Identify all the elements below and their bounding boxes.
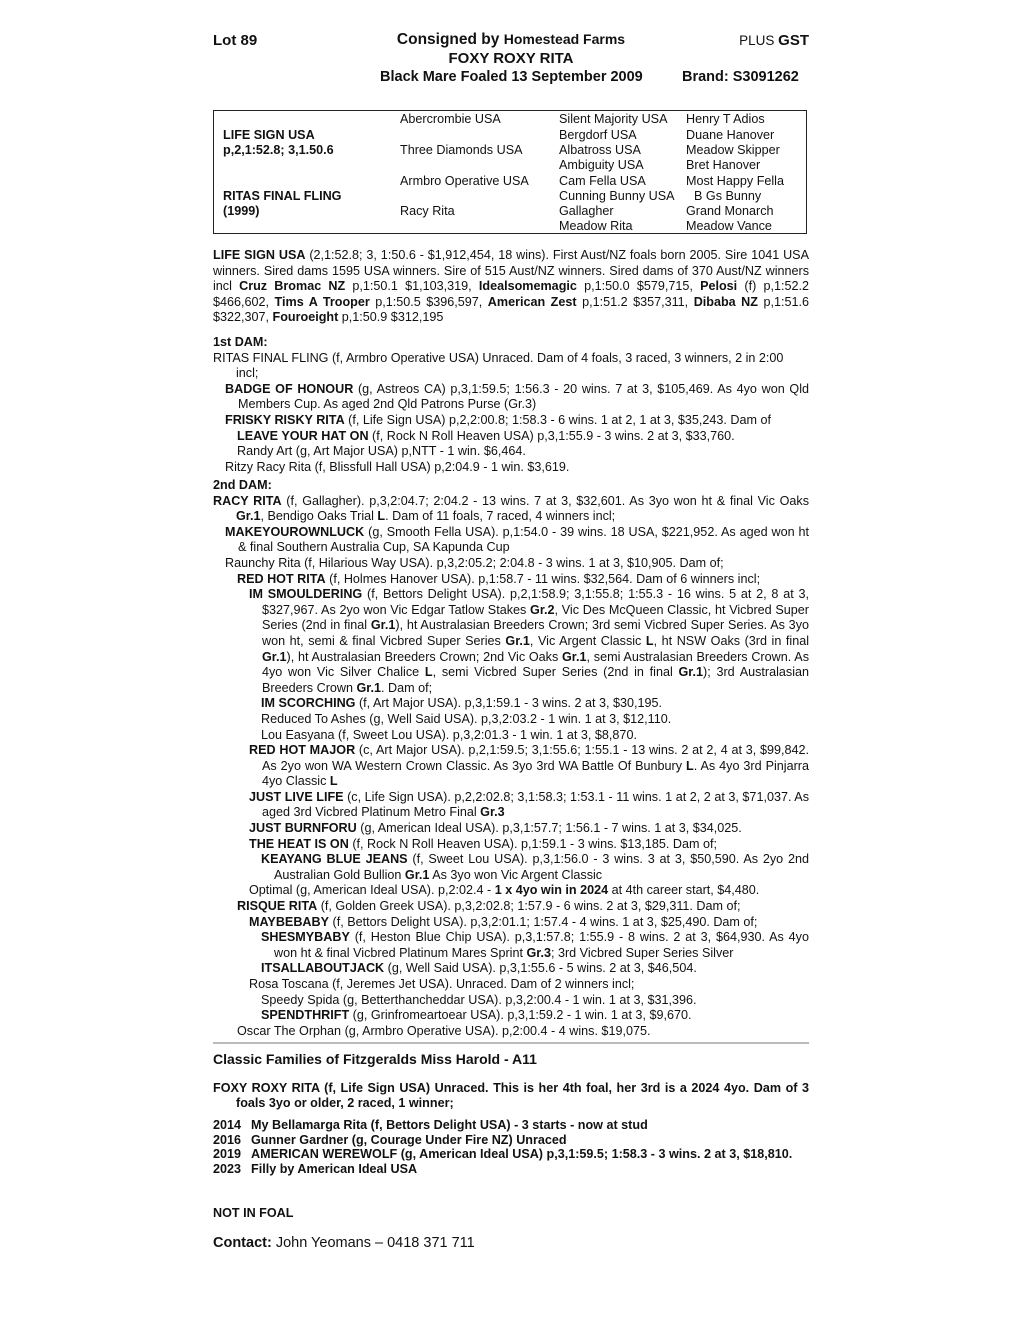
sire-text: p,1:50.0 $579,715, bbox=[576, 279, 701, 294]
pedigree-g4: Meadow Skipper bbox=[686, 143, 780, 157]
progeny-text: . As 4yo 3rd Pinjarra 4yo Classic bbox=[262, 758, 809, 789]
produce-text: Filly by American Ideal USA bbox=[251, 1161, 418, 1176]
pedigree-g3: Gallagher bbox=[559, 204, 614, 218]
sire-progeny-name: Tims A Trooper bbox=[274, 294, 370, 309]
consigned-prefix: Consigned by bbox=[396, 31, 500, 48]
progeny-entry bbox=[213, 382, 809, 413]
pedigree-dam-year: (1999) bbox=[223, 204, 260, 218]
grade: Gr.3 bbox=[526, 945, 551, 960]
progeny-text: , Vic Des McQueen Classic, ht Vicbred Super Series (2nd in final bbox=[262, 602, 809, 633]
progeny-text: (g, Well Said USA). p,3,1:55.6 - 5 wins. 2 at 3, $46,504. bbox=[384, 961, 697, 976]
progeny-entry bbox=[213, 821, 809, 837]
progeny-name: JUST BURNFORU bbox=[249, 821, 357, 836]
contact-line bbox=[213, 1235, 475, 1251]
brand: Brand: S3091262 bbox=[682, 69, 799, 85]
grade: Gr.1 bbox=[562, 649, 587, 664]
produce-text: My Bellamarga Rita (f, Bettors Delight USA) - 3 starts - now at stud bbox=[251, 1118, 648, 1132]
foaling-status: NOT IN FOAL bbox=[213, 1206, 294, 1220]
produce-record bbox=[213, 1118, 809, 1176]
progeny-text: ), ht Australasian Breeders Crown; 3rd semi Vicbred Super Series. As 3yo won ht, semi & final Vicbred Super Series bbox=[262, 618, 809, 648]
progeny-text: (g, American Ideal USA). p,3,1:57.7; 1:56.1 - 7 wins. 1 at 3, $34,025. bbox=[356, 821, 742, 836]
progeny-entry bbox=[213, 930, 809, 961]
first-dam-heading: 1st DAM: bbox=[213, 335, 268, 349]
progeny-text: , Vic Argent Classic bbox=[529, 633, 646, 648]
sire-progeny-name: Dibaba NZ bbox=[693, 294, 758, 309]
produce-row bbox=[213, 1118, 809, 1133]
produce-year: 2019 bbox=[213, 1147, 242, 1162]
progeny-entry bbox=[213, 961, 809, 977]
grade: Gr.1 bbox=[356, 680, 382, 695]
pedigree-g4: Grand Monarch bbox=[686, 204, 774, 218]
sire-text: p,1:51.2 $357,311, bbox=[576, 294, 694, 309]
pedigree-g2: Three Diamonds USA bbox=[400, 143, 523, 157]
progeny-entry bbox=[213, 837, 809, 853]
plus-prefix: PLUS bbox=[739, 33, 775, 48]
progeny-name: FRISKY RISKY RITA bbox=[225, 412, 345, 427]
horse-description: Black Mare Foaled 13 September 2009 bbox=[380, 69, 643, 85]
progeny-name: IM SCORCHING bbox=[261, 696, 356, 711]
grade: L bbox=[424, 665, 433, 680]
grade: L bbox=[329, 774, 338, 789]
grade: Gr.1 bbox=[678, 665, 704, 680]
progeny-entry bbox=[213, 413, 809, 429]
progeny-name: KEAYANG BLUE JEANS bbox=[261, 852, 408, 867]
plus-gst bbox=[739, 32, 809, 49]
progeny-name: RISQUE RITA bbox=[237, 899, 318, 914]
progeny-name: ITSALLABOUTJACK bbox=[261, 961, 385, 976]
pedigree-g4: Henry T Adios bbox=[686, 112, 765, 126]
sire-text: p,1:50.5 $396,597, bbox=[369, 294, 488, 309]
progeny-name: THE HEAT IS ON bbox=[249, 836, 349, 851]
progeny-text: (g, Astreos CA) p,3,1:59.5; 1:56.3 - 20 wins. 7 at 3, $105,469. As 4yo won Qld Members Cup. As aged 2nd Qld Patrons Purse (Gr.3) bbox=[238, 381, 809, 412]
dam-text: , Bendigo Oaks Trial bbox=[260, 509, 378, 524]
progeny-entry bbox=[213, 883, 809, 899]
contact-value: John Yeomans – 0418 371 711 bbox=[275, 1235, 475, 1251]
progeny-text: (f, Golden Greek USA). p,3,2:02.8; 1:57.9 - 6 wins. 2 at 3, $29,311. Dam of; bbox=[317, 899, 741, 914]
grade: Gr.1 bbox=[262, 649, 287, 664]
pedigree-g3: Silent Majority USA bbox=[559, 112, 668, 126]
current-mare-summary bbox=[213, 1081, 809, 1111]
progeny-text: As 3yo won Vic Argent Classic bbox=[429, 867, 603, 882]
pedigree-g3: Albatross USA bbox=[559, 143, 641, 157]
current-mare-text: FOXY ROXY RITA (f, Life Sign USA) Unraced. This is her 4th foal, her 3rd is a 2024 4yo. Dam of 3 foals 3yo or older, 2 raced, 1 winner; bbox=[213, 1081, 809, 1110]
pedigree-g4: Most Happy Fella bbox=[686, 174, 784, 188]
produce-row bbox=[213, 1162, 809, 1177]
consignor-name: Homestead Farms bbox=[503, 31, 626, 47]
grade: Gr.1 bbox=[505, 633, 530, 648]
produce-text: AMERICAN WEREWOLF (g, American Ideal USA) p,3,1:59.5; 1:58.3 - 3 wins. 2 at 3, $18,810. bbox=[251, 1147, 793, 1162]
progeny-name: JUST LIVE LIFE bbox=[249, 789, 344, 804]
progeny-entry bbox=[213, 696, 809, 712]
pedigree-g2: Abercrombie USA bbox=[400, 112, 501, 126]
dam-name: RACY RITA bbox=[213, 493, 282, 508]
sire-progeny-name: Fouroeight bbox=[272, 310, 339, 325]
progeny-name: RED HOT MAJOR bbox=[249, 743, 356, 758]
pedigree-g3: Cunning Bunny USA bbox=[559, 189, 675, 203]
grade: L bbox=[686, 758, 694, 773]
produce-year: 2023 bbox=[213, 1161, 242, 1176]
progeny-text: (f, Bettors Delight USA). p,2,1:58.9; 3,1:55.8; 1:55.3 - 16 wins. 5 at 2, 8 at 3, $327,967. As 2yo won Vic Edgar Tatlow Stakes bbox=[262, 587, 809, 617]
dam-text: (f, Gallagher). p,3,2:04.7; 2:04.2 - 13 wins. 7 at 3, $32,601. As 3yo won ht & final Vic Oaks bbox=[281, 493, 809, 508]
progeny-name: MAYBEBABY bbox=[249, 914, 330, 929]
sire-progeny-name: Pelosi bbox=[700, 279, 738, 294]
progeny-entry bbox=[213, 1008, 809, 1024]
progeny-text: , semi Vicbred Super Series (2nd in final bbox=[432, 665, 679, 680]
family-heading: Classic Families of Fitzgeralds Miss Harold - A11 bbox=[213, 1051, 537, 1067]
sire-progeny-name: Idealsomemagic bbox=[478, 279, 577, 294]
progeny-highlight: 1 x 4yo win in 2024 bbox=[494, 883, 609, 898]
grade: L bbox=[645, 633, 654, 648]
second-dam-heading: 2nd DAM: bbox=[213, 478, 272, 492]
progeny-name: MAKEYOUROWNLUCK bbox=[225, 524, 365, 539]
produce-text: Gunner Gardner (g, Courage Under Fire NZ) Unraced bbox=[251, 1132, 567, 1147]
progeny-text: (f, Rock N Roll Heaven USA) p,3,1:55.9 - 3 wins. 2 at 3, $33,760. bbox=[368, 428, 735, 443]
sire-progeny-name: American Zest bbox=[487, 294, 577, 309]
progeny-entry: Ritzy Racy Rita (f, Blissfull Hall USA) p,2:04.9 - 1 win. $3,619. bbox=[225, 459, 570, 474]
progeny-entry: Raunchy Rita (f, Hilarious Way USA). p,3,2:05.2; 2:04.8 - 3 wins. 1 at 3, $10,905. Dam of; bbox=[225, 555, 724, 570]
progeny-text: . Dam of; bbox=[381, 680, 433, 695]
progeny-name: IM SMOULDERING bbox=[249, 587, 363, 602]
sire-text: (f) p,1:52.2 $466,602, bbox=[213, 279, 809, 309]
progeny-entry bbox=[213, 587, 809, 696]
pedigree-g4: Meadow Vance bbox=[686, 219, 772, 233]
pedigree-sire-record: p,2,1:52.8; 3,1.50.6 bbox=[223, 143, 334, 157]
first-dam-section bbox=[213, 335, 809, 475]
progeny-entry: Speedy Spida (g, Betterthancheddar USA). p,3,2:00.4 - 1 win. 1 at 3, $31,396. bbox=[261, 992, 697, 1007]
pedigree-g3: Meadow Rita bbox=[559, 219, 633, 233]
produce-row bbox=[213, 1147, 809, 1162]
progeny-text: ; 3rd Vicbred Super Series Silver bbox=[550, 945, 734, 960]
progeny-text: (f, Rock N Roll Heaven USA). p,1:59.1 - 3 wins. $13,185. Dam of; bbox=[348, 836, 718, 851]
horse-name: FOXY ROXY RITA bbox=[448, 50, 574, 67]
sire-text: p,1:50.9 $312,195 bbox=[338, 310, 444, 325]
pedigree-g4: Bret Hanover bbox=[686, 158, 761, 172]
grade: L bbox=[377, 509, 386, 524]
progeny-text: (f, Art Major USA). p,3,1:59.1 - 3 wins. 2 at 3, $30,195. bbox=[355, 696, 663, 711]
progeny-text: (g, Grinfromeartoear USA). p,3,1:59.2 - 1 win. 1 at 3, $9,670. bbox=[349, 1008, 692, 1023]
progeny-entry bbox=[213, 572, 809, 588]
pedigree-g2: Armbro Operative USA bbox=[400, 174, 529, 188]
progeny-name: SPENDTHRIFT bbox=[261, 1008, 350, 1023]
progeny-text: (f, Sweet Lou USA). p,3,1:56.0 - 3 wins. 3 at 3, $50,590. As 2yo 2nd Australian Gold Bullion bbox=[274, 852, 809, 882]
sire-text: p,1:51.6 $322,307, bbox=[213, 294, 809, 325]
progeny-entry: Rosa Toscana (f, Jeremes Jet USA). Unraced. Dam of 2 winners incl; bbox=[249, 977, 635, 991]
second-dam-section bbox=[213, 478, 809, 1039]
progeny-entry bbox=[213, 915, 809, 931]
progeny-entry bbox=[213, 429, 809, 445]
progeny-text: , ht NSW Oaks (3rd in final bbox=[653, 633, 810, 648]
progeny-text: Optimal (g, American Ideal USA). p,2:02.4 - bbox=[249, 883, 495, 898]
pedigree-g3: Cam Fella USA bbox=[559, 174, 646, 188]
pedigree-g3: Ambiguity USA bbox=[559, 158, 644, 172]
sire-progeny-name: Cruz Bromac NZ bbox=[239, 279, 346, 294]
produce-row bbox=[213, 1133, 809, 1148]
grade: Gr.1 bbox=[236, 509, 261, 524]
progeny-entry: Randy Art (g, Art Major USA) p,NTT - 1 win. $6,464. bbox=[237, 444, 526, 459]
catalogue-page bbox=[213, 30, 810, 1251]
pedigree-g4: B Gs Bunny bbox=[694, 189, 762, 203]
progeny-text: (c, Life Sign USA). p,2,2:02.8; 3,1:58.3; 1:53.1 - 11 wins. 1 at 2, 2 at 3, $71,037. As aged 3rd Vicbred Platinum Metro Final bbox=[262, 789, 809, 820]
pedigree-g2: Racy Rita bbox=[400, 204, 455, 218]
progeny-entry bbox=[213, 525, 809, 556]
progeny-text: ); 3rd Australasian Breeders Crown bbox=[262, 665, 810, 695]
tax-label: GST bbox=[778, 32, 809, 49]
progeny-name: SHESMYBABY bbox=[261, 930, 350, 945]
progeny-entry bbox=[213, 852, 809, 883]
sire-name: LIFE SIGN USA bbox=[213, 248, 306, 262]
progeny-entry bbox=[213, 899, 809, 915]
section-divider bbox=[213, 1042, 809, 1044]
progeny-text: (f, Heston Blue Chip USA). p,3,1:57.8; 1:55.9 - 8 wins. 2 at 3, $64,930. As 4yo won ht & final Vicbred Platinum Mares Sprint bbox=[274, 930, 809, 960]
progeny-text: ), ht Australasian Breeders Crown; 2nd Vic Oaks bbox=[286, 649, 563, 664]
progeny-entry bbox=[213, 743, 809, 790]
pedigree-g3: Bergdorf USA bbox=[559, 128, 637, 142]
sire-text: (2,1:52.8; 3, 1:50.6 - $1,912,454, 18 wins). First Aust/NZ foals born 2005. Sire 1041 USA winners. Sired dams 1595 USA winners. Sire of 515 Aust/NZ winners. Sired dams of 370 Aust/NZ winners incl bbox=[213, 248, 809, 294]
progeny-text: , semi Australasian Breeders Crown. As 4yo won Vic Silver Chalice bbox=[262, 649, 809, 680]
produce-year: 2014 bbox=[213, 1118, 242, 1132]
lot-header bbox=[213, 30, 809, 88]
progeny-entry: Oscar The Orphan (g, Armbro Operative USA). p,2:00.4 - 4 wins. $19,075. bbox=[237, 1023, 651, 1038]
progeny-name: LEAVE YOUR HAT ON bbox=[237, 428, 369, 443]
progeny-name: BADGE OF HONOUR bbox=[225, 381, 354, 396]
progeny-text: (f, Holmes Hanover USA). p,1:58.7 - 11 wins. $32,564. Dam of 6 winners incl; bbox=[325, 571, 761, 586]
grade: Gr.2 bbox=[530, 602, 555, 617]
grade: Gr.1 bbox=[370, 618, 396, 633]
progeny-name: RED HOT RITA bbox=[237, 571, 326, 586]
progeny-text: at 4th career start, $4,480. bbox=[608, 883, 760, 898]
progeny-entry: Reduced To Ashes (g, Well Said USA). p,3,2:03.2 - 1 win. 1 at 3, $12,110. bbox=[261, 711, 672, 726]
pedigree-sire: LIFE SIGN USA bbox=[223, 128, 315, 142]
sire-summary bbox=[213, 248, 809, 326]
pedigree-table bbox=[213, 110, 807, 234]
progeny-text: (f, Bettors Delight USA). p,3,2:01.1; 1:57.4 - 4 wins. 1 at 3, $25,490. Dam of; bbox=[329, 914, 758, 929]
second-dam-entry bbox=[213, 494, 809, 525]
sire-text: p,1:50.1 $1,103,319, bbox=[345, 279, 479, 294]
dam-text: . Dam of 11 foals, 7 raced, 4 winners incl; bbox=[385, 509, 616, 524]
grade: Gr.3 bbox=[480, 805, 505, 820]
contact-label: Contact: bbox=[213, 1235, 272, 1251]
progeny-text: (g, Smooth Fella USA). p,1:54.0 - 39 wins. 18 USA, $221,952. As aged won ht & final Southern Australia Cup, SA Kapunda Cup bbox=[238, 524, 809, 555]
progeny-entry: Lou Easyana (f, Sweet Lou USA). p,3,2:01.3 - 1 win. 1 at 3, $8,870. bbox=[261, 727, 637, 742]
first-dam-entry: RITAS FINAL FLING (f, Armbro Operative USA) Unraced. Dam of 4 foals, 3 raced, 3 winners, 2 in 2:00 incl; bbox=[213, 350, 784, 381]
pedigree-g4: Duane Hanover bbox=[686, 128, 775, 142]
progeny-text: (c, Art Major USA). p,2,1:59.5; 3,1:55.6; 1:55.1 - 13 wins. 2 at 2, 4 at 3, $99,842. As 2yo won WA Western Crown Classic. As 3yo 3rd WA Battle Of Bunbury bbox=[262, 743, 809, 773]
pedigree-dam: RITAS FINAL FLING bbox=[223, 189, 342, 203]
progeny-text: (f, Life Sign USA) p,2,2:00.8; 1:58.3 - 6 wins. 1 at 2, 1 at 3, $35,243. Dam of bbox=[344, 412, 772, 427]
grade: Gr.1 bbox=[404, 867, 430, 882]
lot-number: Lot 89 bbox=[213, 32, 258, 49]
produce-year: 2016 bbox=[213, 1132, 242, 1147]
consignor-line bbox=[213, 31, 809, 49]
progeny-entry bbox=[213, 790, 809, 821]
